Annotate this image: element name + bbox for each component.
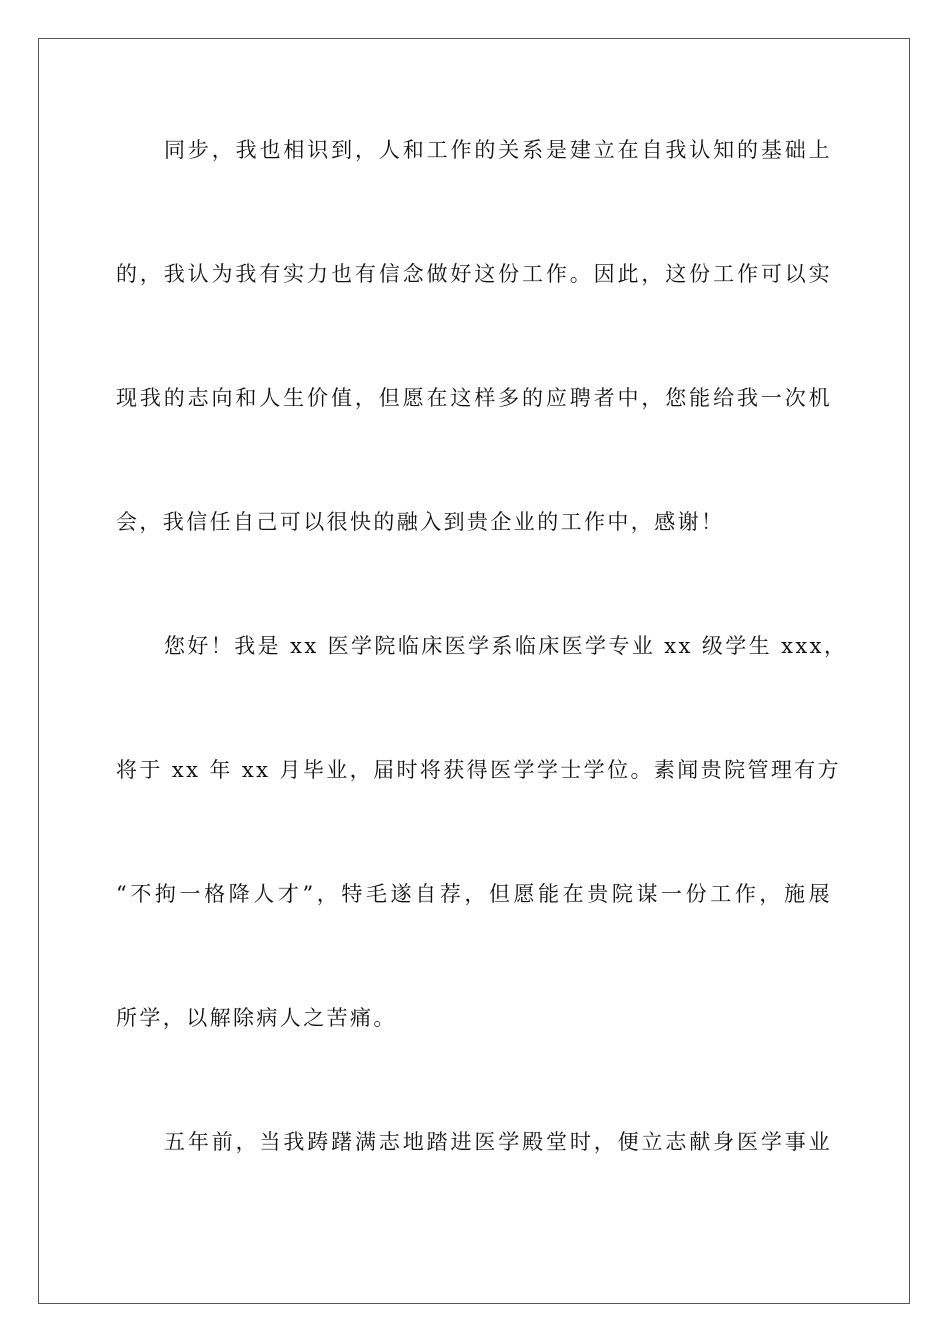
paragraph-2-line-1: 您好！我是 xx 医学院临床医学系临床医学专业 xx 级学生 xxx， [164,634,848,658]
paragraph-1-line-4: 会，我信任自己可以很快的融入到贵企业的工作中，感谢！ [116,510,725,534]
paragraph-1-line-2: 的，我认为我有实力也有信念做好这份工作。因此，这份工作可以实 [116,262,832,286]
page-border [38,38,910,1304]
paragraph-1-line-3: 现我的志向和人生价值，但愿在这样多的应聘者中，您能给我一次机 [116,386,832,410]
paragraph-1-line-1: 同步，我也相识到，人和工作的关系是建立在自我认知的基础上 [164,138,832,162]
paragraph-2-line-2: 将于 xx 年 xx 月毕业，届时将获得医学学士学位。素闻贵院管理有方 [116,758,842,782]
paragraph-3-line-1: 五年前，当我踌躇满志地踏进医学殿堂时，便立志献身医学事业 [164,1130,832,1154]
paragraph-2-line-4: 所学，以解除病人之苦痛。 [116,1006,397,1030]
paragraph-2-line-3: “不拘一格降人才”，特毛遂自荐，但愿能在贵院谋一份工作，施展 [116,882,832,906]
